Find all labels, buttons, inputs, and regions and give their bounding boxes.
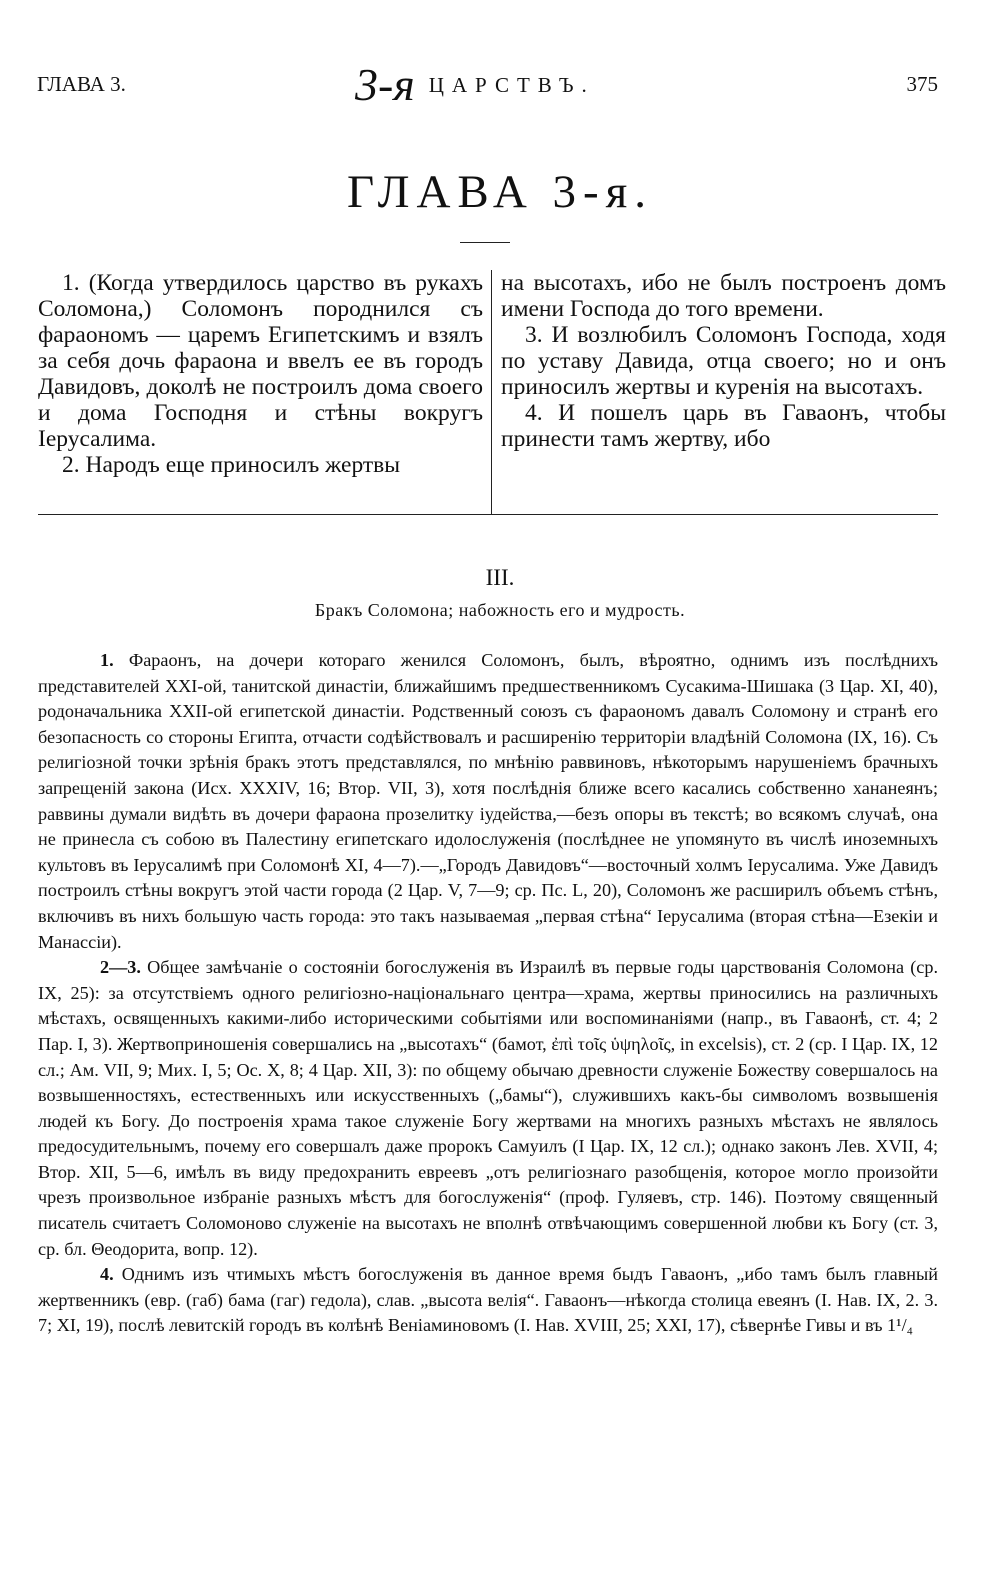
- verse-column-left: [38, 270, 483, 478]
- verse-paragraph: на высотахъ, ибо не былъ построенъ домъ имени Господа до того времени.: [501, 270, 946, 322]
- verse-paragraph: 3. И возлюбилъ Соломонъ Господа, ходя по уставу Давида, отца своего; но и онъ приносилъ жертвы и куренія на высотахъ.: [501, 322, 946, 400]
- header-book: [355, 58, 595, 111]
- scripture-text: [38, 270, 946, 515]
- chapter-title: ГЛАВА 3-я.: [346, 166, 654, 218]
- verse-column-right: [501, 270, 946, 452]
- section-number: III.: [485, 565, 515, 590]
- verse-paragraph: 4. И пошелъ царь въ Гаваонъ, чтобы принести тамъ жертву, ибо: [501, 400, 946, 452]
- commentary-verse-number: 2—3.: [100, 957, 141, 978]
- commentary-paragraph: [38, 648, 938, 955]
- commentary-paragraph: [38, 1262, 938, 1339]
- page-number: 375: [906, 72, 938, 96]
- handwritten-annotation: 3-я: [355, 59, 415, 110]
- commentary-body: Фараонъ, на дочери котораго женился Соломонъ, былъ, вѣроятно, однимъ изъ послѣднихъ представителей XXI-ой, танитской династіи, ближайшимъ предшественникомъ Сусакима-Шишака (3 Цар. XI, 40), родоначальника XXII-ой египетской династіи. Родственный союзъ съ фараономъ давалъ Соломону и странѣ его безопасность со стороны Египта, отчасти содѣйствовалъ и расширенію территоріи владѣній Соломона (IX, 16). Съ религіозной точки зрѣнія бракъ этотъ представлялся, по мнѣнію раввиновъ, нѣкоторымъ нарушеніемъ брачныхъ запрещеній закона (Исх. XXXIV, 16; Втор. VII, 3), хотя послѣднія ближе всего касались собственно хананеянъ; раввины думали видѣть въ дочери фараона прозелитку іудейства,—безъ опоры въ текстѣ; во всякомъ случаѣ, она не принесла съ собою въ Палестину египетскаго идолослуженія (послѣднее не упомянуто въ числѣ иноземныхъ культовъ въ Іерусалимѣ при Соломонѣ XI, 4—7).—„Городъ Давидовъ“—восточный холмъ Іерусалима. Уже Давидъ построилъ стѣны вокругъ этой части города (2 Цар. V, 7—9; ср. Пс. L, 20), Соломонъ же расширилъ объемъ стѣнъ, включивъ въ нихъ большую часть города: это такъ называемая „первая стѣна“ Іерусалима (вторая стѣна—Езекіи и Манассіи).: [38, 650, 938, 952]
- commentary-text: [38, 648, 938, 1339]
- header-book-title: ЦАРСТВЪ.: [428, 73, 595, 97]
- commentary-body: Общее замѣчаніе о состояніи богослуженія въ Израилѣ въ первые годы царствованія Соломона (ср. IX, 25): за отсутствіемъ одного религіозно-національнаго центра—храма, жертвы приносились на различныхъ мѣстахъ, освященныхъ какими-либо историческими событіями или воспоминаніями (напр., въ Гаваонѣ, ст. 4; 2 Пар. I, 3). Жертвоприношенія совершались на „высотахъ“ (бамот, ἐπὶ τοῖς ὑψηλοῖς, in excelsis), ст. 2 (ср. I Цар. IX, 12 сл.; Ам. VII, 9; Мих. I, 5; Ос. X, 8; 4 Цар. XII, 3): по общему обычаю древности служеніе Божеству совершалось на возвышенностяхъ, естественныхъ или искусственныхъ („бамы“), служившихъ какъ-бы символомъ возвышенія людей къ Богу. До построенія храма такое служеніе Богу жертвами на многихъ разныхъ мѣстахъ не являлось предосудительнымъ, почему его совершалъ даже пророкъ Самуилъ (I Цар. IX, 12 сл.); однако законъ Лев. XVII, 4; Втор. XII, 5—6, имѣлъ въ виду предохранить евреевъ „отъ религіознаго разобщенія, которое могло произойти чрезъ произвольное избраніе разныхъ мѣстъ для богослуженія“ (проф. Гуляевъ, стр. 146). Поэтому священный писатель считаетъ Соломоново служеніе на высотахъ не вполнѣ отвѣчающимъ совершенной любви къ Богу (ст. 3, ср. бл. Θеодорита, вопр. 12).: [38, 957, 938, 1259]
- verse-paragraph: 1. (Когда утвердилось царство въ рукахъ Соломона,) Соломонъ породнился съ фараономъ — царемъ Египетскимъ и взялъ за себя дочь фараона и ввелъ ее въ городъ Давидовъ, доколѣ не построилъ дома своего и дома Господня и стѣны вокругъ Іерусалима.: [38, 270, 483, 452]
- commentary-verse-number: 4.: [100, 1264, 114, 1285]
- title-rule: [460, 242, 510, 243]
- running-header: [37, 58, 938, 108]
- verse-paragraph: 2. Народъ еще приносилъ жертвы: [62, 452, 401, 478]
- commentary-paragraph: [38, 955, 938, 1262]
- column-divider: [491, 270, 492, 514]
- commentary-body: Однимъ изъ чтимыхъ мѣстъ богослуженія въ данное время быдъ Гаваонъ, „ибо тамъ былъ главный жертвенникъ (евр. (габ) бама (гаг) гедола), слав. „высота велія“. Гаваонъ—нѣкогда столица евеянъ (I. Нав. IX, 2. 3. 7; XI, 19), послѣ левитскій городъ въ колѣнѣ Веніаминовомъ (I. Нав. XVIII, 25; XXI, 17), сѣвернѣе Гивы и въ 1¹/₄: [38, 1264, 938, 1336]
- section-title: Бракъ Соломона; набожность его и мудрость.: [314, 600, 686, 620]
- header-chapter: ГЛАВА 3.: [37, 72, 126, 96]
- commentary-verse-number: 1.: [100, 650, 114, 670]
